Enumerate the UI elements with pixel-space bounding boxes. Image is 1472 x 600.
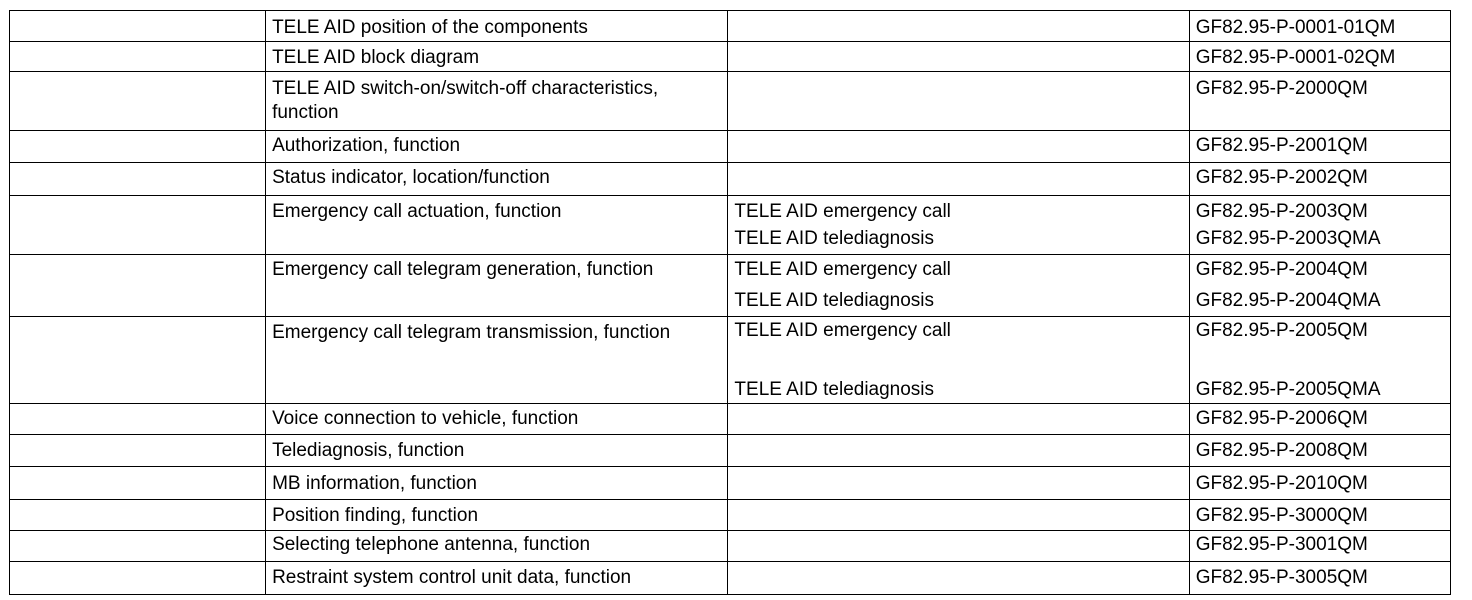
code-cell <box>1189 500 1450 531</box>
code-cell <box>1189 11 1450 42</box>
notes-cell <box>728 317 1189 404</box>
document-code: GF82.95-P-0001-02QM <box>1195 47 1396 68</box>
document-code: GF82.95-P-0001-01QM <box>1195 17 1396 38</box>
table-row <box>10 500 1451 531</box>
title-cell <box>266 196 728 255</box>
notes-cell <box>728 72 1189 131</box>
table-row <box>10 131 1451 163</box>
row-note: TELE AID telediagnosis <box>734 379 935 400</box>
title-cell <box>266 531 728 562</box>
code-cell <box>1189 404 1450 435</box>
row-title: Emergency call actuation, function <box>272 201 562 222</box>
title-cell <box>266 42 728 72</box>
notes-cell <box>728 435 1189 467</box>
code-cell <box>1189 196 1450 255</box>
notes-cell <box>728 42 1189 72</box>
code-cell <box>1189 531 1450 562</box>
title-cell <box>266 255 728 317</box>
table-row <box>10 562 1451 595</box>
empty-cell <box>10 317 266 404</box>
code-cell <box>1189 131 1450 163</box>
empty-cell <box>10 196 266 255</box>
code-cell <box>1189 255 1450 317</box>
code-cell <box>1189 435 1450 467</box>
notes-cell <box>728 196 1189 255</box>
table-row <box>10 435 1451 467</box>
row-title: Authorization, function <box>272 135 461 156</box>
table-row <box>10 72 1451 131</box>
title-cell <box>266 11 728 42</box>
row-note: TELE AID telediagnosis <box>734 228 935 249</box>
table-row <box>10 255 1451 317</box>
empty-cell <box>10 42 266 72</box>
title-cell <box>266 500 728 531</box>
document-code: GF82.95-P-3001QM <box>1195 534 1368 555</box>
empty-cell <box>10 500 266 531</box>
empty-cell <box>10 404 266 435</box>
title-cell <box>266 317 728 404</box>
empty-cell <box>10 467 266 500</box>
row-title: TELE AID block diagram <box>272 47 480 68</box>
title-cell <box>266 131 728 163</box>
row-note: TELE AID emergency call <box>734 259 951 280</box>
code-cell <box>1189 72 1450 131</box>
code-cell <box>1189 42 1450 72</box>
document-code: GF82.95-P-2000QM <box>1195 78 1368 99</box>
document-code: GF82.95-P-2004QM <box>1195 259 1368 280</box>
document-code: GF82.95-P-2002QM <box>1195 167 1368 188</box>
row-title: Emergency call telegram transmission, function <box>272 322 671 343</box>
document-code: GF82.95-P-2005QMA <box>1195 379 1381 400</box>
row-title: Status indicator, location/function <box>272 167 550 188</box>
row-title: MB information, function <box>272 473 477 494</box>
table-row <box>10 196 1451 255</box>
empty-cell <box>10 255 266 317</box>
document-code: GF82.95-P-2001QM <box>1195 135 1368 156</box>
title-cell <box>266 404 728 435</box>
table-row <box>10 404 1451 435</box>
row-title: Emergency call telegram generation, function <box>272 259 654 280</box>
row-title: Position finding, function <box>272 505 479 526</box>
empty-cell <box>10 11 266 42</box>
code-cell <box>1189 562 1450 595</box>
notes-cell <box>728 163 1189 196</box>
empty-cell <box>10 131 266 163</box>
document-code: GF82.95-P-3000QM <box>1195 505 1368 526</box>
notes-cell <box>728 11 1189 42</box>
document-code: GF82.95-P-3005QM <box>1195 567 1368 588</box>
code-cell <box>1189 317 1450 404</box>
document-code: GF82.95-P-2003QMA <box>1195 228 1381 249</box>
code-cell <box>1189 467 1450 500</box>
table-row <box>10 317 1451 404</box>
document-code: GF82.95-P-2010QM <box>1195 473 1368 494</box>
notes-cell <box>728 500 1189 531</box>
empty-cell <box>10 531 266 562</box>
document-table <box>9 10 1451 595</box>
document-code: GF82.95-P-2005QM <box>1195 320 1368 341</box>
empty-cell <box>10 163 266 196</box>
notes-cell <box>728 467 1189 500</box>
notes-cell <box>728 255 1189 317</box>
notes-cell <box>728 131 1189 163</box>
title-cell <box>266 72 728 131</box>
row-title: Telediagnosis, function <box>272 440 465 461</box>
code-cell <box>1189 163 1450 196</box>
table-row <box>10 531 1451 562</box>
empty-cell <box>10 435 266 467</box>
document-code: GF82.95-P-2003QM <box>1195 201 1368 222</box>
row-note: TELE AID telediagnosis <box>734 290 935 311</box>
row-note: TELE AID emergency call <box>734 201 951 222</box>
notes-cell <box>728 562 1189 595</box>
table-row <box>10 42 1451 72</box>
empty-cell <box>10 72 266 131</box>
empty-cell <box>10 562 266 595</box>
document-code: GF82.95-P-2004QMA <box>1195 290 1381 311</box>
notes-cell <box>728 531 1189 562</box>
row-title: Voice connection to vehicle, function <box>272 408 579 429</box>
table-row <box>10 467 1451 500</box>
title-cell <box>266 435 728 467</box>
title-cell <box>266 467 728 500</box>
document-code: GF82.95-P-2006QM <box>1195 408 1368 429</box>
notes-cell <box>728 404 1189 435</box>
row-title: Restraint system control unit data, function <box>272 567 632 588</box>
title-cell <box>266 562 728 595</box>
document-code: GF82.95-P-2008QM <box>1195 440 1368 461</box>
table-row <box>10 11 1451 42</box>
table-row <box>10 163 1451 196</box>
row-note: TELE AID emergency call <box>734 320 951 341</box>
row-title: TELE AID switch-on/switch-off characteristics, function <box>272 78 659 123</box>
title-cell <box>266 163 728 196</box>
row-title: TELE AID position of the components <box>272 17 588 38</box>
row-title: Selecting telephone antenna, function <box>272 534 591 555</box>
